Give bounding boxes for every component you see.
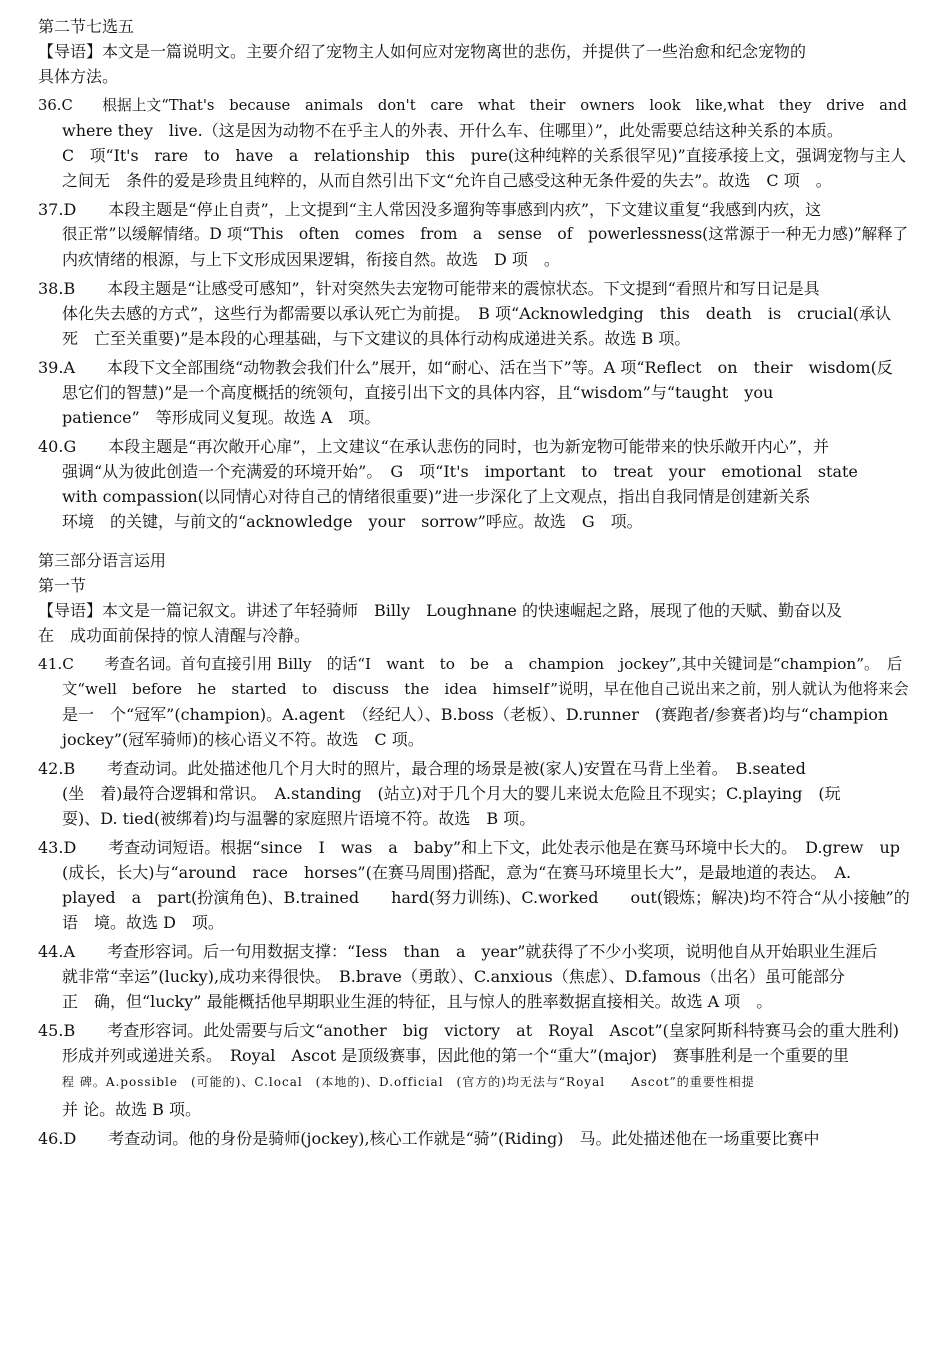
guide-line: 【导语】本文是一篇记叙文。讲述了年轻骑师 Billy Loughnane 的快速崛起之路，展现了他的天赋、勤奋以及 (38, 601, 842, 620)
answer-line: 42.B 考查动词。此处描述他几个月大时的照片，最合理的场景是被(家人)安置在马背上坐着。 B.seated (38, 759, 806, 778)
answer-line: 43.D 考查动词短语。根据“since I was a baby”和上下文，此处表示他是在赛马环境中长大的。 D.grew up (38, 838, 901, 857)
part3-guide (38, 598, 910, 648)
answer-41 (38, 652, 910, 752)
section2-guide (38, 39, 910, 89)
answer-line: 36.C 根据上文“That's because animals don't care what their owners look like,what they drive and (38, 97, 907, 114)
answer-line: 之间无 条件的爱是珍贵且纯粹的，从而自然引出下文“允许自己感受这种无条件爱的失去”。故选 C 项 。 (62, 171, 832, 190)
guide-line: 具体方法。 (38, 67, 119, 86)
answer-line: C 项“It's rare to have a relationship this pure(这种纯粹的关系很罕见)”直接承接上文，强调宠物与主人 (62, 146, 907, 165)
answer-line: 39.A 本段下文全部围绕“动物教会我们什么”展开，如“耐心、活在当下”等。A 项“Reflect on their wisdom(反 (38, 358, 893, 377)
answer-line: 体化失去感的方式”，这些行为都需要以承认死亡为前提。 B 项“Acknowledging this death is crucial(承认 (62, 304, 892, 323)
part3-title: 第三部分语言运用 (38, 551, 167, 570)
answer-line: jockey”(冠军骑师)的核心语义不符。故选 C 项。 (62, 730, 424, 749)
answer-line: (成长，长大)与“around race horses”(在赛马周围)搭配，意为“在赛马环境里长大”，是最地道的表达。 A. (62, 863, 852, 882)
answer-line: 40.G 本段主题是“再次敞开心扉”，上文建议“在承认悲伤的同时，也为新宠物可能带来的快乐敞开内心”，并 (38, 437, 829, 456)
answer-37 (38, 197, 910, 272)
answer-line: 46.D 考查动词。他的身份是骑师(jockey),核心工作就是“骑”(Riding) 马。此处描述他在一场重要比赛中 (38, 1129, 820, 1148)
answer-line: 内疚情绪的根源，与上下文形成因果逻辑，衔接自然。故选 D 项 。 (62, 250, 560, 269)
answer-44 (38, 939, 910, 1014)
answer-line: 就非常“幸运”(lucky),成功来得很快。 B.brave（勇敢）、C.anxious（焦虑）、D.famous（出名）虽可能部分 (62, 967, 845, 986)
answer-line: 死 亡至关重要)”是本段的心理基础，与下文建议的具体行动构成递进关系。故选 B 项。 (62, 329, 691, 348)
answer-line: (坐 着)最符合逻辑和常识。 A.standing (站立)对于几个月大的婴儿来说太危险且不现实；C.playing (玩 (62, 784, 841, 803)
answer-46 (38, 1126, 910, 1151)
answer-43 (38, 835, 910, 935)
guide-line: 在 成功面前保持的惊人清醒与冷静。 (38, 626, 311, 645)
answer-line: 语 境。故选 D 项。 (62, 913, 224, 932)
answer-line: 38.B 本段主题是“让感受可感知”，针对突然失去宠物可能带来的震惊状态。下文提到“看照片和写日记是具 (38, 279, 820, 298)
answer-line: 是一 个“冠军”(champion)。A.agent （经纪人）、B.boss（老板）、D.runner (赛跑者/参赛者)均与“champion (62, 705, 889, 724)
guide-line: 【导语】本文是一篇说明文。主要介绍了宠物主人如何应对宠物离世的悲伤，并提供了一些治愈和纪念宠物的 (38, 42, 807, 61)
answer-38 (38, 276, 910, 351)
answer-line: 耍)、D. tied(被绑着)均与温馨的家庭照片语境不符。故选 B 项。 (62, 809, 536, 828)
answer-line: 很正常”以缓解情绪。D 项“This often comes from a sense of powerlessness(这常源于一种无力感)”解释了 (62, 225, 909, 243)
answer-line: 37.D 本段主题是“停止自责”，上文提到“主人常因没多遛狗等事感到内疚”，下文建议重复“我感到内疚，这 (38, 200, 822, 219)
answer-line: 强调“从为彼此创造一个充满爱的环境开始”。 G 项“It's important to treat your emotional state (62, 462, 858, 481)
answer-42 (38, 756, 910, 831)
answer-line: 环境 的关键，与前文的“acknowledge your sorrow”呼应。故选 G 项。 (62, 512, 643, 531)
answer-line: 44.A 考查形容词。后一句用数据支撑：“Iess than a year”就获得了不少小奖项，说明他自从开始职业生涯后 (38, 942, 878, 961)
answer-45 (38, 1018, 910, 1122)
answer-line: 并 论。故选 B 项。 (62, 1100, 202, 1119)
answer-line: patience” 等形成同义复现。故选 A 项。 (62, 408, 381, 427)
answer-36 (38, 93, 910, 193)
answer-39 (38, 355, 910, 430)
answer-line: 正 确，但“lucky” 最能概括他早期职业生涯的特征，且与惊人的胜率数据直接相关。故选 A 项 。 (62, 992, 773, 1011)
answer-line: 思它们的智慧)”是一个高度概括的统领句，直接引出下文的具体内容，且“wisdom”与“taught you (62, 383, 774, 402)
answer-line: 文“well before he started to discuss the idea himself”说明，早在他自己说出来之前，别人就认为他将来会 (62, 680, 909, 698)
section2-title: 第二节七选五 (38, 17, 135, 36)
answer-40 (38, 434, 910, 534)
answer-line: played a part(扮演角色)、B.trained hard(努力训练)、C.worked out(锻炼；解决)均不符合“从小接触”的 (62, 888, 910, 907)
answer-line: with compassion(以同情心对待自己的情绪很重要)”进一步深化了上文观点，指出自我同情是创建新关系 (62, 487, 811, 506)
answer-line: where they live.（这是因为动物不在乎主人的外表、开什么车、住哪里）”，此处需要总结这种关系的本质。 (62, 121, 843, 140)
answer-line: 45.B 考查形容词。此处需要与后文“another big victory at Royal Ascot”(皇家阿斯科特赛马会的重大胜利) (38, 1021, 899, 1040)
answer-line: 形成并列或递进关系。 Royal Ascot 是顶级赛事，因此他的第一个“重大”(major) 赛事胜利是一个重要的里 (62, 1046, 850, 1065)
part3-subtitle: 第一节 (38, 576, 87, 595)
answer-line-small: 程 碑。A.possible (可能的)、C.local (本地的)、D.official (官方的)均无法与“Royal Ascot”的重要性相提 (62, 1075, 755, 1089)
answer-line: 41.C 考查名词。首句直接引用 Billy 的话“I want to be a champion jockey”,其中关键词是“champion”。 后 (38, 655, 903, 673)
